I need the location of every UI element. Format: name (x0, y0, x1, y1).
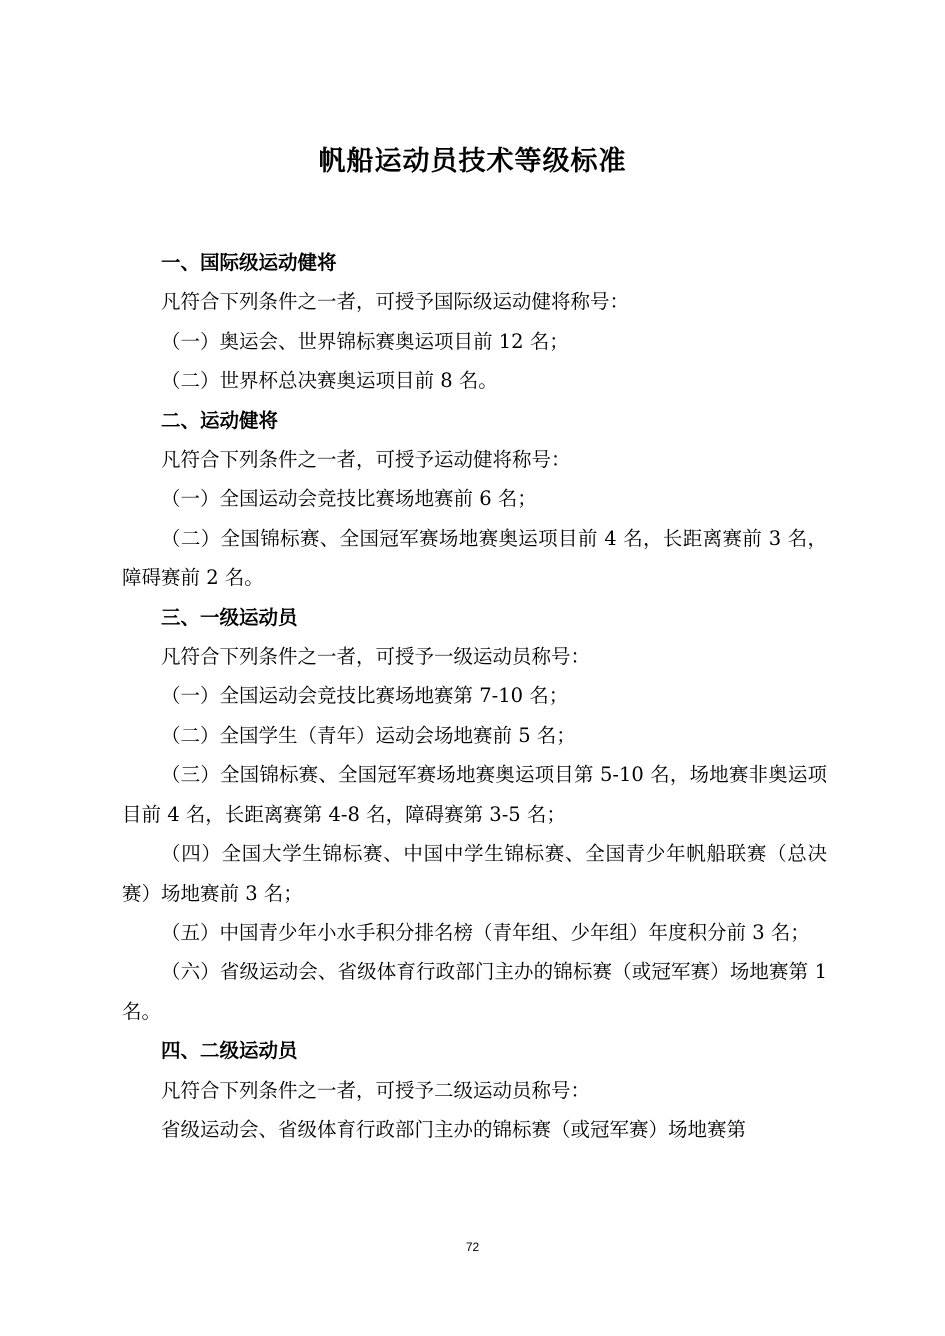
list-item: （一）奥运会、世界锦标赛奥运项目前 12 名； (161, 329, 569, 353)
paragraph: 凡符合下列条件之一者，可授予一级运动员称号： (161, 645, 591, 669)
list-item: （一）全国运动会竞技比赛场地赛前 6 名； (161, 487, 537, 511)
section-heading: 一、国际级运动健将 (161, 251, 337, 274)
document-body (122, 243, 827, 1149)
section-heading: 三、一级运动员 (161, 605, 298, 629)
list-item: （四）全国大学生锦标赛、中国中学生锦标赛、全国青少年帆船联赛（总决赛）场地赛前 3 名； (122, 842, 827, 905)
section-heading: 二、运动健将 (161, 408, 279, 432)
list-item: （五）中国青少年小水手积分排名榜（青年组、少年组）年度积分前 3 名； (161, 920, 810, 944)
section-heading: 四、二级运动员 (161, 1039, 298, 1063)
paragraph: 凡符合下列条件之一者，可授予国际级运动健将称号： (161, 290, 630, 314)
paragraph: 凡符合下列条件之一者，可授予运动健将称号： (161, 448, 571, 472)
paragraph: 省级运动会、省级体育行政部门主办的锦标赛（或冠军赛）场地赛第 (161, 1117, 747, 1141)
list-item: （二）全国锦标赛、全国冠军赛场地赛奥运项目前 4 名，长距离赛前 3 名，障碍赛前 2 名。 (122, 526, 827, 590)
page-number: 72 (465, 1240, 480, 1254)
list-item: （三）全国锦标赛、全国冠军赛场地赛奥运项目第 5-10 名，场地赛非奥运项目前 4 名，长距离赛第 4-8 名，障碍赛第 3-5 名； (122, 763, 827, 826)
list-item: （六）省级运动会、省级体育行政部门主办的锦标赛（或冠军赛）场地赛第 1 名。 (122, 960, 827, 1023)
document-title: 帆船运动员技术等级标准 (318, 146, 627, 177)
list-item: （二）全国学生（青年）运动会场地赛前 5 名； (161, 723, 576, 747)
paragraph: 凡符合下列条件之一者，可授予二级运动员称号： (161, 1078, 591, 1102)
list-item: （二）世界杯总决赛奥运项目前 8 名。 (161, 369, 498, 393)
list-item: （一）全国运动会竞技比赛场地赛第 7-10 名； (161, 684, 569, 708)
